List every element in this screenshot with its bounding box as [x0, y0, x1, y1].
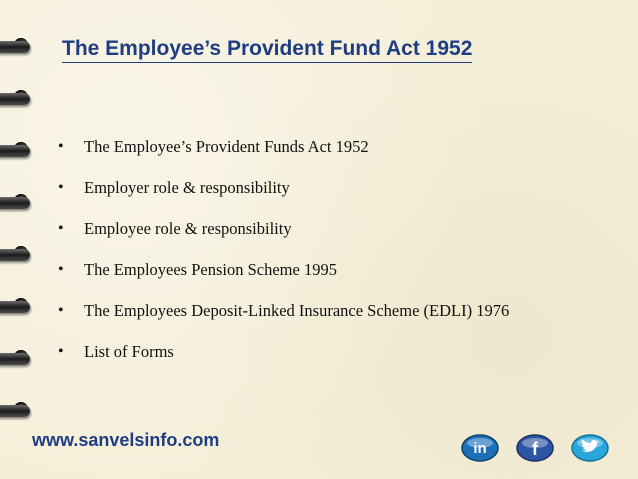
- binding-ring: [0, 93, 30, 105]
- facebook-icon[interactable]: [515, 431, 555, 463]
- bullet-text: The Employees Deposit-Linked Insurance Scheme (EDLI) 1976: [84, 301, 510, 320]
- facebook-icon-label: f: [532, 439, 538, 459]
- bullet-text: The Employee’s Provident Funds Act 1952: [84, 137, 369, 156]
- twitter-icon[interactable]: [570, 431, 610, 463]
- bullet-marker: •: [58, 343, 64, 360]
- notebook-binding: [0, 0, 30, 479]
- bullet-marker: •: [58, 302, 64, 319]
- binding-ring: [0, 249, 30, 261]
- bullet-text: Employee role & responsibility: [84, 219, 292, 238]
- bullet-list: [58, 132, 509, 378]
- binding-ring: [0, 197, 30, 209]
- linkedin-icon-label: in: [473, 440, 487, 457]
- binding-ring: [0, 41, 30, 53]
- website-link[interactable]: www.sanvelsinfo.com: [32, 430, 220, 450]
- bullet-marker: •: [58, 220, 64, 237]
- bullet-text: Employer role & responsibility: [84, 178, 290, 197]
- bullet-text: List of Forms: [84, 342, 174, 361]
- slide-title: The Employee’s Provident Fund Act 1952: [62, 35, 472, 63]
- bullet-item: [58, 132, 509, 162]
- bullet-item: [58, 173, 509, 203]
- binding-ring: [0, 301, 30, 313]
- bullet-marker: •: [58, 261, 64, 278]
- bullet-marker: •: [58, 179, 64, 196]
- binding-ring: [0, 405, 30, 417]
- bullet-item: [58, 255, 509, 285]
- bullet-item: [58, 296, 509, 326]
- bullet-item: [58, 214, 509, 244]
- bullet-marker: •: [58, 138, 64, 155]
- bullet-text: The Employees Pension Scheme 1995: [84, 260, 337, 279]
- bullet-item: [58, 337, 509, 367]
- binding-ring: [0, 145, 30, 157]
- linkedin-icon[interactable]: [460, 431, 500, 463]
- binding-ring: [0, 353, 30, 365]
